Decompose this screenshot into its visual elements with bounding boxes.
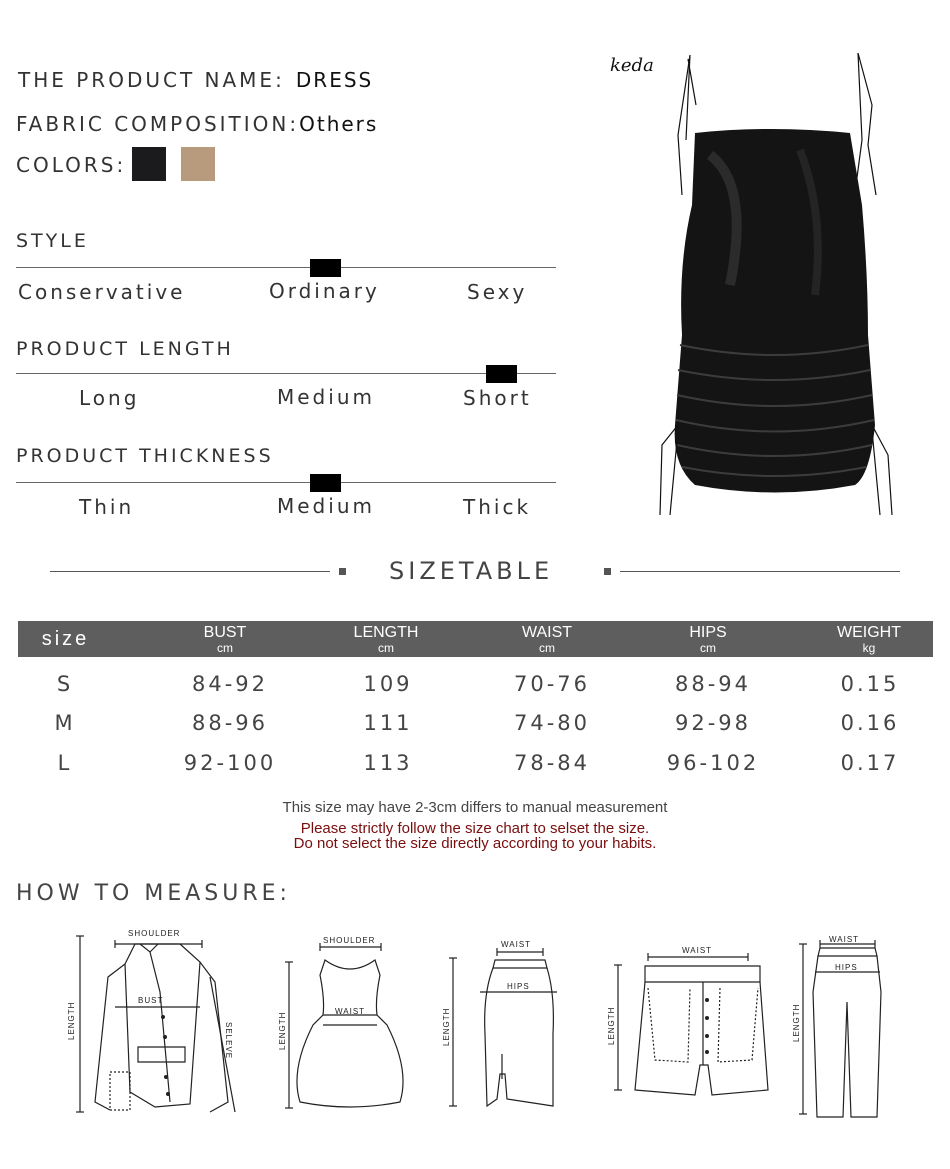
product-name-value: DRESS bbox=[295, 68, 374, 92]
dress-measure-figure bbox=[275, 930, 415, 1115]
jacket-length-label: LENGTH bbox=[67, 1001, 76, 1040]
skirt-measure-figure bbox=[435, 934, 570, 1114]
row-l-bust: 92-100 bbox=[183, 751, 277, 775]
note-follow-chart: Please strictly follow the size chart to selset the size. bbox=[300, 820, 650, 837]
row-m-bust: 88-96 bbox=[191, 711, 269, 735]
header-size-label: size bbox=[41, 628, 90, 650]
style-option-sexy: Sexy bbox=[467, 280, 528, 304]
sizetable-rule-right bbox=[620, 571, 900, 572]
length-option-medium: Medium bbox=[277, 385, 375, 409]
length-option-short: Short bbox=[463, 386, 532, 410]
header-hips bbox=[648, 621, 768, 657]
shorts-length-label: LENGTH bbox=[607, 1006, 616, 1045]
sizetable-dot-right bbox=[604, 568, 611, 575]
row-s-bust: 84-92 bbox=[191, 672, 269, 696]
pants-measure-figure bbox=[785, 932, 900, 1122]
jacket-measure-figure bbox=[60, 922, 250, 1122]
header-waist-unit: cm bbox=[539, 641, 555, 655]
length-option-long: Long bbox=[79, 386, 140, 410]
header-hips-unit: cm bbox=[700, 641, 716, 655]
color-swatch-khaki[interactable] bbox=[181, 147, 215, 181]
thickness-option-medium: Medium bbox=[277, 494, 375, 518]
thickness-title: PRODUCT THICKNESS bbox=[16, 445, 274, 467]
header-length-unit: cm bbox=[378, 641, 394, 655]
length-scale-line bbox=[16, 373, 556, 374]
row-s-weight: 0.15 bbox=[840, 672, 900, 696]
product-photo bbox=[600, 45, 910, 520]
dress-length-label: LENGTH bbox=[278, 1011, 287, 1050]
header-length-name: LENGTH bbox=[353, 624, 419, 641]
style-option-conservative: Conservative bbox=[18, 280, 186, 304]
header-weight-name: WEIGHT bbox=[837, 624, 901, 641]
header-bust-name: BUST bbox=[203, 624, 247, 641]
style-title: STYLE bbox=[16, 230, 89, 252]
note-measurement: This size may have 2-3cm differs to manual measurement bbox=[282, 799, 668, 816]
pants-waist-label: WAIST bbox=[829, 935, 860, 944]
shorts-waist-label: WAIST bbox=[682, 946, 713, 955]
header-waist-name: WAIST bbox=[521, 624, 573, 641]
fabric-label: FABRIC COMPOSITION: bbox=[16, 112, 300, 136]
row-l-hips: 96-102 bbox=[666, 751, 760, 775]
row-s-size: S bbox=[56, 672, 74, 696]
row-s-length: 109 bbox=[363, 672, 413, 696]
dress-shoulder-label: SHOULDER bbox=[323, 936, 376, 945]
row-m-hips: 92-98 bbox=[674, 711, 752, 735]
row-l-waist: 78-84 bbox=[513, 751, 591, 775]
skirt-waist-label: WAIST bbox=[501, 940, 532, 949]
measure-title: HOW TO MEASURE: bbox=[16, 881, 291, 906]
length-scale-marker bbox=[486, 365, 517, 383]
dress-waist-label: WAIST bbox=[335, 1007, 366, 1016]
fabric-value: Others bbox=[299, 112, 379, 136]
style-scale-line bbox=[16, 267, 556, 268]
thickness-scale-marker bbox=[310, 474, 341, 492]
product-name-label: THE PRODUCT NAME: bbox=[18, 68, 285, 92]
sizetable-header bbox=[18, 621, 933, 657]
colors-label: COLORS: bbox=[16, 153, 127, 177]
header-bust bbox=[165, 621, 285, 657]
row-m-size: M bbox=[54, 711, 76, 735]
row-m-waist: 74-80 bbox=[513, 711, 591, 735]
shorts-measure-figure bbox=[600, 940, 775, 1105]
jacket-bust-label: BUST bbox=[138, 996, 164, 1005]
pants-length-label: LENGTH bbox=[792, 1003, 801, 1042]
row-l-weight: 0.17 bbox=[840, 751, 900, 775]
length-title: PRODUCT LENGTH bbox=[16, 338, 234, 360]
color-swatch-black[interactable] bbox=[132, 147, 166, 181]
header-size bbox=[18, 621, 113, 657]
header-waist bbox=[487, 621, 607, 657]
row-m-length: 111 bbox=[363, 711, 413, 735]
header-weight bbox=[809, 621, 929, 657]
thickness-option-thick: Thick bbox=[463, 495, 532, 519]
style-scale-marker bbox=[310, 259, 341, 277]
fabric-row bbox=[16, 112, 378, 136]
header-bust-unit: cm bbox=[217, 641, 233, 655]
header-weight-unit: kg bbox=[862, 641, 876, 655]
skirt-hips-label: HIPS bbox=[507, 982, 530, 991]
header-length bbox=[326, 621, 446, 657]
pants-hips-label: HIPS bbox=[835, 963, 858, 972]
note-habits: Do not select the size directly according to your habits. bbox=[293, 835, 657, 852]
sizetable-dot-left bbox=[339, 568, 346, 575]
row-l-size: L bbox=[57, 751, 73, 775]
thickness-scale-line bbox=[16, 482, 556, 483]
product-name-row bbox=[18, 68, 373, 92]
thickness-option-thin: Thin bbox=[79, 495, 135, 519]
row-m-weight: 0.16 bbox=[840, 711, 900, 735]
jacket-sleeve-label: SELEVE bbox=[224, 1022, 233, 1060]
sizetable-title: SIZETABLE bbox=[389, 557, 554, 585]
skirt-length-label: LENGTH bbox=[442, 1007, 451, 1046]
header-hips-name: HIPS bbox=[689, 624, 727, 641]
sizetable-rule-left bbox=[50, 571, 330, 572]
row-l-length: 113 bbox=[363, 751, 413, 775]
colors-row bbox=[16, 153, 126, 177]
jacket-shoulder-label: SHOULDER bbox=[128, 929, 181, 938]
brand-signature: keda bbox=[610, 55, 654, 76]
row-s-waist: 70-76 bbox=[513, 672, 591, 696]
style-option-ordinary: Ordinary bbox=[269, 279, 380, 303]
row-s-hips: 88-94 bbox=[674, 672, 752, 696]
